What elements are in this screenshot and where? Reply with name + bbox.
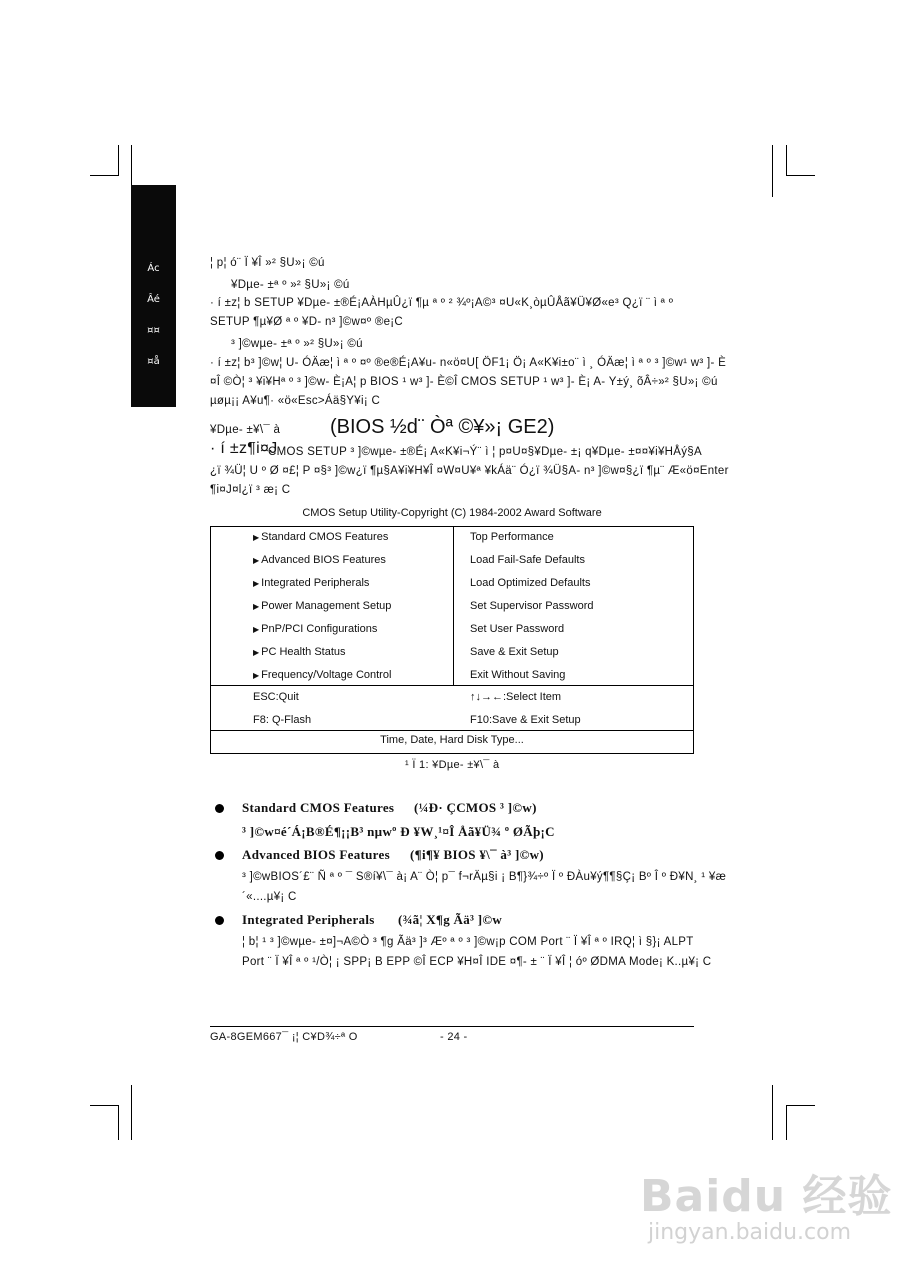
bios-menu-item — [253, 600, 391, 612]
bullet-title: Standard CMOS Features — [242, 800, 395, 815]
arrow-right-icon: ▶ — [253, 556, 260, 565]
bullet-title: Integrated Peripherals — [242, 912, 375, 927]
crop-mark — [90, 1105, 119, 1106]
intro-paragraph: ¤Î ©Ò¦ ³ ¥i¥Hª º ³ ]©w- È¡A¦ p BIOS ¹ w³ ]- È©Î CMOS SETUP ¹ w³ ]- È¡ A- Y±ý¸ õÂ÷»² §U»¡ ©ú — [210, 376, 718, 388]
section-paragraph: ¶i¤J¤l¿ï ³ æ¡ C — [210, 484, 291, 496]
section-title: (BIOS ½d¨ Òª ©¥»¡ GE2) — [330, 416, 555, 438]
side-tab-label: ¤¤ — [147, 325, 160, 336]
crop-mark — [118, 1105, 119, 1140]
bios-main-menu — [210, 526, 694, 754]
bios-menu-item-label: Frequency/Voltage Control — [261, 669, 392, 681]
bios-menu-item-label: Power Management Setup — [261, 600, 392, 612]
bios-menu-item: Load Fail-Safe Defaults — [470, 554, 585, 566]
bios-caption: CMOS Setup Utility-Copyright (C) 1984-2002 Award Software — [302, 507, 602, 519]
crop-mark — [118, 145, 119, 175]
bios-divider — [211, 685, 693, 686]
bios-menu-item — [253, 646, 346, 658]
arrow-right-icon: ▶ — [253, 533, 260, 542]
arrow-right-icon: ▶ — [253, 625, 260, 634]
bios-menu-item — [253, 669, 391, 681]
bios-menu-item — [253, 623, 377, 635]
side-tab-label: ¤å — [147, 356, 160, 367]
bios-menu-item — [253, 554, 386, 566]
footer-rule — [210, 1026, 694, 1027]
bios-menu-item-label: PC Health Status — [261, 646, 346, 658]
side-tab-label: Ác — [147, 263, 160, 274]
bios-menu-item-label: PnP/PCI Configurations — [261, 623, 378, 635]
bullet-title: Advanced BIOS Features — [242, 847, 390, 862]
bios-menu-item: Exit Without Saving — [470, 669, 566, 681]
page-number: - 24 - — [440, 1031, 468, 1043]
section-paragraph: CMOS SETUP ³ ]©wµe- ±®É¡ A«K¥i¬Ý¨ ì ¦ p¤U¤§¥Dµe- ±¡ q¥Dµe- ±¤¤¥i¥HÅý§A — [268, 446, 702, 458]
bullet-description: ³ ]©wBIOS´£¨ Ñ ª º ¯ S®í¥\¯ à¡ A¨ Ò¦ p¯ f¬rÄµ§i ¡ B¶}¾÷º Ï º ÐÀu¥ý¶¶§Ç¡ Bº Î º Ð¥N¸ ¹ ¥æ — [242, 871, 727, 883]
crop-mark — [786, 1105, 815, 1106]
section-paragraph-prefix: · í ±z¶i¤J — [210, 440, 278, 457]
crop-mark — [772, 1085, 773, 1140]
footer-model: GA-8GEM667¯ ¡¦ C¥D¾÷ª O — [210, 1031, 358, 1043]
arrow-right-icon: ▶ — [253, 579, 260, 588]
bios-menu-item — [253, 577, 369, 589]
intro-heading: ¦ p¦ ó¨ Ï ¥Î »² §U»¡ ©ú — [210, 257, 325, 269]
bios-key-hint: ↑↓→←:Select Item — [470, 691, 562, 703]
crop-mark — [772, 145, 773, 197]
side-tab-label: Âé — [147, 294, 160, 305]
bios-key-hint: F10:Save & Exit Setup — [470, 714, 581, 726]
section-label: ¥Dµe- ±¥\¯ à — [210, 424, 281, 436]
bios-key-hint: ESC:Quit — [253, 691, 299, 703]
intro-subheading: ¥Dµe- ±ª º »² §U»¡ ©ú — [231, 279, 350, 291]
bullet-icon — [215, 916, 224, 925]
bullet-description: ´«....µ¥¡ C — [242, 891, 297, 903]
crop-mark — [90, 175, 119, 176]
arrow-right-icon: ▶ — [253, 671, 260, 680]
crop-mark — [786, 175, 815, 176]
bios-menu-item: Save & Exit Setup — [470, 646, 559, 658]
bullet-icon — [215, 804, 224, 813]
bios-help-line: Time, Date, Hard Disk Type... — [380, 734, 524, 746]
baidu-watermark-url: jingyan.baidu.com — [648, 1220, 852, 1245]
figure-caption: ¹ Ï 1: ¥Dµe- ±¥\¯ à — [405, 759, 500, 771]
bios-menu-item-label: Integrated Peripherals — [261, 577, 370, 589]
bullet-description: ³ ]©w¤é´Á¡B®É¶¡¡B³ nµwº Ð ¥W¸¹¤Î Åã¥Ü¾ º ØÃþ¡C — [242, 824, 555, 839]
intro-paragraph: SETUP ¶µ¥Ø ª º ¥D- n³ ]©w¤º ®e¡C — [210, 316, 404, 328]
bios-menu-item: Set Supervisor Password — [470, 600, 594, 612]
bullet-title-suffix: (¼Ð· ÇCMOS ³ ]©w) — [414, 800, 537, 815]
bios-divider — [453, 527, 454, 685]
bullet-description: Port ¨ Ï ¥Î ª º ¹/Ò¦ ¡ SPP¡ B EPP ©Î ECP ¥H¤Î IDE ¤¶- ± ¨ Ï ¥Î ¦ óº ØDMA Mode¡ K..µ¥¡ C — [242, 956, 712, 968]
bios-menu-item-label: Standard CMOS Features — [261, 531, 389, 543]
intro-subheading: ³ ]©wµe- ±ª º »² §U»¡ ©ú — [231, 338, 363, 350]
bios-key-hint: F8: Q-Flash — [253, 714, 312, 726]
crop-mark — [131, 1085, 132, 1140]
arrow-right-icon: ▶ — [253, 602, 260, 611]
bios-menu-item: Load Optimized Defaults — [470, 577, 591, 589]
intro-paragraph: µøµ¡¡ A¥u¶· «ö«Esc>Áä§Y¥i¡ C — [210, 395, 381, 407]
bullet-icon — [215, 851, 224, 860]
bios-menu-item — [253, 531, 388, 543]
language-side-tab — [131, 185, 176, 407]
bios-divider — [211, 730, 693, 731]
bios-menu-item-label: Advanced BIOS Features — [261, 554, 386, 566]
bullet-title-suffix: (¾ã¦ X¶g Ãä³ ]©w — [398, 912, 503, 927]
intro-paragraph: · í ±z¦ b³ ]©w¦ U- ÓÄæ¦ ì ª º ¤º ®e®É¡A¥u- n«ö¤U[ ÖF1¡ Ö¡ A«K¥i±o¨ ì ¸ ÓÄæ¦ ì ª º ³ ]©w¹ w³ ]- È — [210, 357, 727, 369]
bios-menu-item: Top Performance — [470, 531, 554, 543]
crop-mark — [786, 1105, 787, 1140]
intro-paragraph: · í ±z¦ b SETUP ¥Dµe- ±®É¡AÀHµÛ¿ï ¶µ ª º ² ¾º¡A©³ ¤U«K¸òµÛÅã¥Ü¥Ø«e³ Q¿ï ¨ ì ª º — [210, 297, 674, 309]
bullet-description: ¦ b¦ ¹ ³ ]©wµe- ±¤]¬A©Ò ³ ¶g Ãä³ ]³ Æº ª º ³ ]©w¡p COM Port ¨ Ï ¥Î ª º IRQ¦ ì §}¡ ALPT — [242, 936, 694, 948]
bios-menu-item: Set User Password — [470, 623, 565, 635]
baidu-watermark-logo: Baidu 经验 — [640, 1171, 893, 1222]
crop-mark — [786, 145, 787, 175]
section-paragraph: ¿ï ¾Ü¦ U º Ø ¤£¦ P ¤§³ ]©w¿ï ¶µ§A¥i¥H¥Î ¤W¤U¥ª ¥kÁä¨ Ó¿ï ¾Ü§A- n³ ]©w¤§¿ï ¶µ¨ Æ«ö¤Enter — [210, 465, 729, 477]
bullet-title-suffix: (¶i¶¥ BIOS ¥\¯ à³ ]©w) — [410, 847, 544, 862]
arrow-right-icon: ▶ — [253, 648, 260, 657]
